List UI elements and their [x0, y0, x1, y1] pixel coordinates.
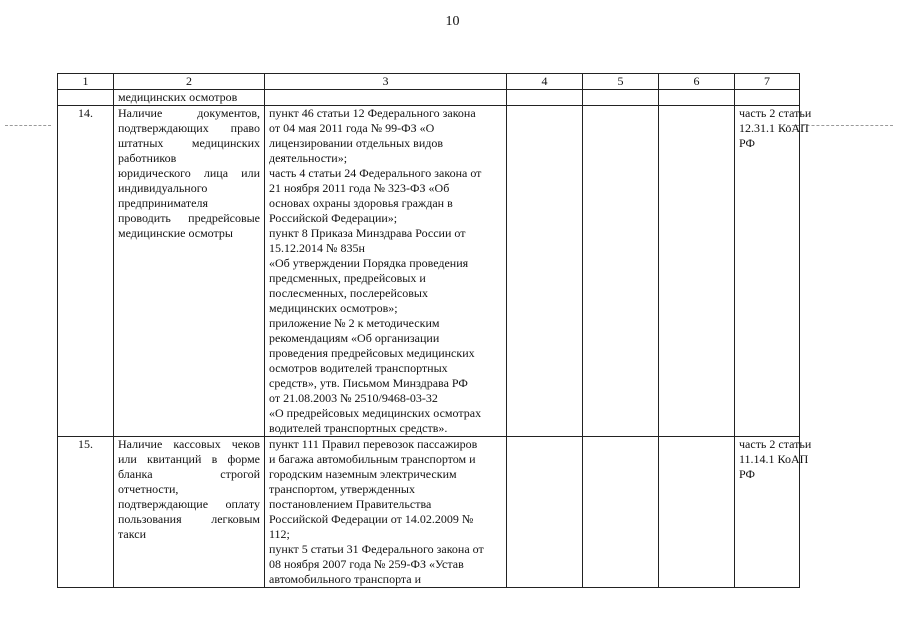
column-header: 5 — [583, 74, 659, 90]
text-line: от 21.08.2003 № 2510/9468-03-32 — [269, 391, 438, 405]
text-line: средств», утв. Письмом Минздрава РФ — [269, 376, 468, 390]
text-line: пункт 8 Приказа Минздрава России от — [269, 226, 466, 240]
table-row — [58, 90, 800, 106]
text-line: медицинские осмотры — [118, 226, 233, 240]
text-line: Российской Федерации»; — [269, 211, 398, 225]
text-line: транспортом, утвержденных — [269, 482, 415, 496]
text-line: часть 2 статьи — [739, 437, 812, 451]
text-line: деятельности»; — [269, 151, 348, 165]
text-line: РФ — [739, 136, 755, 150]
text-line: городским наземным электрическим — [269, 467, 457, 481]
text-line: осмотров водителей транспортных — [269, 361, 448, 375]
text-line: 11.14.1 КоАП — [739, 452, 809, 466]
text-line: пункт 46 статьи 12 Федерального закона — [269, 106, 476, 120]
requirement-cell — [114, 437, 265, 588]
text-line: индивидуального — [118, 181, 208, 195]
empty-cell — [507, 437, 583, 588]
text-line: 15.12.2014 № 835н — [269, 241, 365, 255]
empty-cell — [659, 437, 735, 588]
text-line: подтверждающих право — [118, 121, 260, 135]
legal-basis-cell — [265, 437, 507, 588]
requirement-cell — [114, 106, 265, 437]
liability-cell — [735, 90, 800, 106]
column-header: 4 — [507, 74, 583, 90]
column-header: 2 — [114, 74, 265, 90]
text-line: 08 ноября 2007 года № 259-ФЗ «Устав — [269, 557, 464, 571]
text-line: юридического лица или — [118, 166, 260, 180]
empty-cell — [507, 106, 583, 437]
text-line: медицинских осмотров»; — [269, 301, 398, 315]
text-line: штатных медицинских — [118, 136, 260, 150]
table-row — [58, 437, 800, 588]
text-line: основах охраны здоровья граждан в — [269, 196, 453, 210]
text-line: рекомендациям «Об организации — [269, 331, 440, 345]
text-line: лицензировании отдельных видов — [269, 136, 444, 150]
empty-cell — [583, 106, 659, 437]
text-line: Наличие документов, — [118, 106, 260, 120]
empty-cell — [583, 437, 659, 588]
text-line: подтверждающие оплату — [118, 497, 260, 511]
text-line: РФ — [739, 467, 755, 481]
column-header: 1 — [58, 74, 114, 90]
continuation-cell: медицинских осмотров — [114, 90, 265, 106]
page-number: 10 — [445, 14, 460, 29]
text-line: 21 ноября 2011 года № 323-ФЗ «Об — [269, 181, 450, 195]
text-line: предпринимателя — [118, 196, 208, 210]
empty-cell — [659, 90, 735, 106]
text-line: пункт 111 Правил перевозок пассажиров — [269, 437, 478, 451]
empty-cell — [507, 90, 583, 106]
empty-cell — [659, 106, 735, 437]
table-header-row — [58, 74, 800, 90]
legal-basis-cell — [265, 90, 507, 106]
text-line: отчетности, — [118, 482, 179, 496]
text-line: проводить предрейсовые — [118, 211, 260, 225]
text-line: 12.31.1 КоАП — [739, 121, 809, 135]
text-line: послесменных, послерейсовых — [269, 286, 428, 300]
column-header: 3 — [265, 74, 507, 90]
table-row — [58, 106, 800, 437]
text-line: пользования легковым — [118, 512, 260, 526]
text-line: предсменных, предрейсовых и — [269, 271, 426, 285]
text-line: автомобильного транспорта и — [269, 572, 422, 586]
liability-cell — [735, 106, 812, 437]
liability-cell — [735, 437, 812, 588]
legal-basis-cell — [265, 106, 507, 437]
text-line: работников — [118, 151, 177, 165]
text-line: «О предрейсовых медицинских осмотрах — [269, 406, 482, 420]
text-line: Наличие кассовых чеков — [118, 437, 260, 451]
text-line: от 04 мая 2011 года № 99-ФЗ «О — [269, 121, 435, 135]
text-line: проведения предрейсовых медицинских — [269, 346, 475, 360]
text-line: водителей транспортных средств». — [269, 421, 448, 435]
text-line: приложение № 2 к методическим — [269, 316, 440, 330]
text-line: «Об утверждении Порядка проведения — [269, 256, 469, 270]
column-header: 6 — [659, 74, 735, 90]
empty-cell — [583, 90, 659, 106]
text-line: Российской Федерации от 14.02.2009 № — [269, 512, 474, 526]
text-line: или квитанций в форме — [118, 452, 260, 466]
column-header: 7 — [735, 74, 800, 90]
row-number-cell: 15. — [58, 437, 114, 588]
row-number-cell: 14. — [58, 106, 114, 437]
text-line: такси — [118, 527, 146, 541]
requirements-table — [57, 73, 812, 588]
text-line: бланка строгой — [118, 467, 260, 481]
fold-line-left — [5, 125, 51, 126]
text-line: 112; — [269, 527, 290, 541]
text-line: часть 4 статьи 24 Федерального закона от — [269, 166, 482, 180]
text-line: и багажа автомобильным транспортом и — [269, 452, 476, 466]
text-line: часть 2 статьи — [739, 106, 812, 120]
row-number-cell — [58, 90, 114, 106]
text-line: пункт 5 статьи 31 Федерального закона от — [269, 542, 484, 556]
text-line: постановлением Правительства — [269, 497, 432, 511]
